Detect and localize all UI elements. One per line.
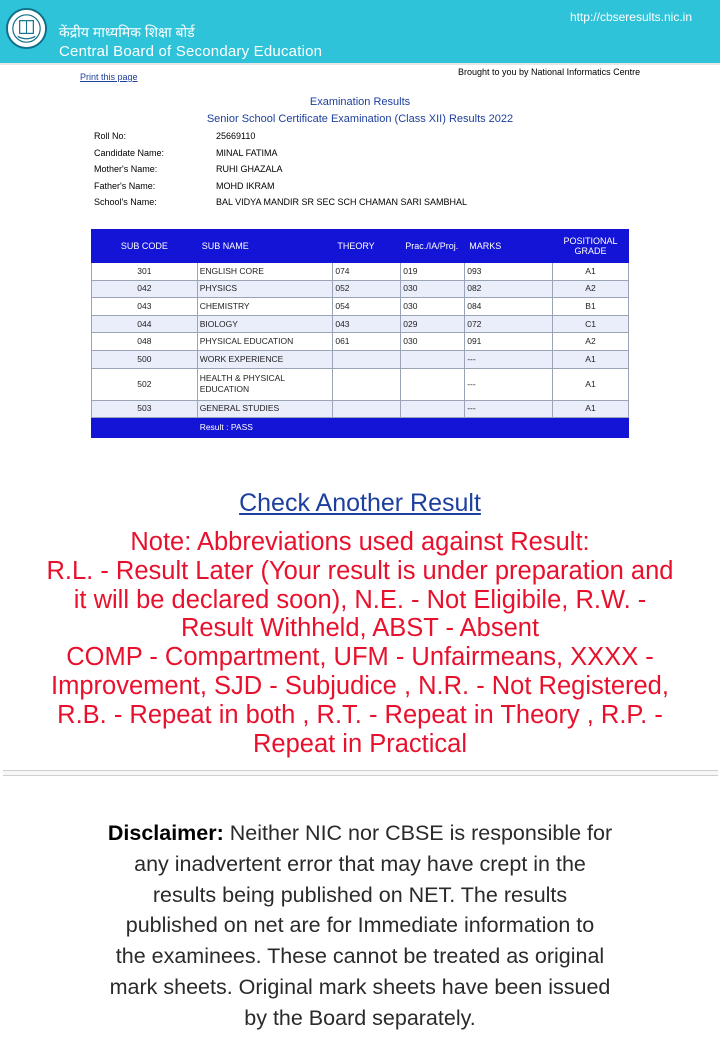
board-name-english: Central Board of Secondary Education xyxy=(59,43,323,60)
grade: A2 xyxy=(553,333,629,351)
disclaimer-text: Neither NIC nor CBSE is responsible for xyxy=(223,821,613,845)
grade: A1 xyxy=(553,263,629,281)
info-value: BAL VIDYA MANDIR SR SEC SCH CHAMAN SARI SAMBHAL xyxy=(216,197,468,208)
sub-code: 042 xyxy=(92,280,198,298)
col-practical: Prac./IA/Proj. xyxy=(401,230,465,263)
table-row xyxy=(92,280,629,298)
col-marks: MARKS xyxy=(465,230,553,263)
disclaimer-line xyxy=(86,818,634,849)
table-row xyxy=(92,400,629,418)
grade: A1 xyxy=(553,350,629,368)
practical-marks: 019 xyxy=(401,263,465,281)
check-another-result-link[interactable]: Check Another Result xyxy=(239,489,481,517)
col-grade-line1: POSITIONAL xyxy=(563,236,618,246)
site-header xyxy=(0,0,720,63)
theory-marks xyxy=(333,350,401,368)
sub-code: 500 xyxy=(92,350,198,368)
total-marks: 093 xyxy=(465,263,553,281)
practical-marks xyxy=(401,350,465,368)
grade: A2 xyxy=(553,280,629,298)
disclaimer-lead: Disclaimer: xyxy=(107,821,224,845)
disclaimer-line: the examinees. These cannot be treated as original xyxy=(115,944,605,969)
disclaimer-line: any inadvertent error that may have crept in the xyxy=(134,851,586,876)
brought-by-text: Brought to you by National Informatics Centre xyxy=(458,67,641,77)
note-line: R.L. - Result Later (Your result is under preparation and xyxy=(46,556,674,585)
col-theory: THEORY xyxy=(333,230,401,263)
results-table xyxy=(91,229,629,438)
table-row xyxy=(92,368,629,400)
print-page-link[interactable]: Print this page xyxy=(80,72,138,82)
header-divider xyxy=(0,63,720,65)
exam-subtitle: Senior School Certificate Examination (Class XII) Results 2022 xyxy=(206,113,514,125)
info-value: 25669110 xyxy=(216,131,256,141)
info-label: Mother's Name: xyxy=(94,164,158,175)
grade: C1 xyxy=(553,315,629,333)
practical-marks: 030 xyxy=(401,298,465,316)
sub-name: PHYSICS xyxy=(197,280,333,298)
board-name-hindi: केंद्रीय माध्यमिक शिक्षा बोर्ड xyxy=(59,24,195,40)
table-row xyxy=(92,350,629,368)
disclaimer-line: results being published on NET. The results xyxy=(152,882,568,907)
col-sub-code: SUB CODE xyxy=(92,230,198,263)
abbreviation-note xyxy=(4,528,716,758)
disclaimer-line: mark sheets. Original mark sheets have been issued xyxy=(109,974,611,999)
table-header-row xyxy=(92,230,629,263)
result-row xyxy=(92,418,629,438)
info-label: School's Name: xyxy=(94,197,157,208)
sub-name-line2: EDUCATION xyxy=(199,384,250,395)
table-row xyxy=(92,298,629,316)
sub-code: 503 xyxy=(92,400,198,418)
section-divider xyxy=(3,770,718,776)
sub-name: ENGLISH CORE xyxy=(197,263,333,281)
sub-name: CHEMISTRY xyxy=(197,298,333,316)
note-line: R.B. - Repeat in both , R.T. - Repeat in Theory , R.P. - xyxy=(57,700,663,729)
note-line: Note: Abbreviations used against Result: xyxy=(130,528,590,556)
info-value: RUHI GHAZALA xyxy=(216,164,283,175)
cbse-emblem-icon xyxy=(5,7,48,50)
theory-marks xyxy=(333,400,401,418)
site-url[interactable]: http://cbseresults.nic.in xyxy=(569,10,692,24)
theory-marks: 061 xyxy=(333,333,401,351)
practical-marks xyxy=(401,400,465,418)
sub-code: 044 xyxy=(92,315,198,333)
info-value: MOHD IKRAM xyxy=(216,180,275,191)
grade: A1 xyxy=(553,368,629,400)
disclaimer-line: published on net are for Immediate information to xyxy=(125,913,595,938)
total-marks: 084 xyxy=(465,298,553,316)
sub-name: PHYSICAL EDUCATION xyxy=(197,333,333,351)
disclaimer-line: by the Board separately. xyxy=(244,1005,476,1030)
sub-code: 502 xyxy=(92,368,198,400)
total-marks: --- xyxy=(465,400,553,418)
sub-name: GENERAL STUDIES xyxy=(197,400,333,418)
note-line: Improvement, SJD - Subjudice , N.R. - Not Registered, xyxy=(51,671,669,700)
total-marks: --- xyxy=(465,350,553,368)
note-line: Repeat in Practical xyxy=(252,729,468,758)
sub-code: 043 xyxy=(92,298,198,316)
note-line: COMP - Compartment, UFM - Unfairmeans, XXXX - xyxy=(66,643,654,672)
total-marks: --- xyxy=(465,368,553,400)
info-label: Candidate Name: xyxy=(94,147,165,158)
total-marks: 082 xyxy=(465,280,553,298)
theory-marks: 043 xyxy=(333,315,401,333)
sub-name: BIOLOGY xyxy=(197,315,333,333)
practical-marks: 030 xyxy=(401,333,465,351)
result-status: Result : PASS xyxy=(197,418,628,438)
sub-name xyxy=(197,368,333,400)
practical-marks: 029 xyxy=(401,315,465,333)
table-row xyxy=(92,263,629,281)
info-value: MINAL FATIMA xyxy=(216,147,278,158)
result-spacer xyxy=(92,418,198,438)
theory-marks: 074 xyxy=(333,263,401,281)
disclaimer xyxy=(86,818,634,1034)
note-line: it will be declared soon), N.E. - Not Eligibile, R.W. - xyxy=(73,585,647,614)
info-label: Roll No: xyxy=(94,131,127,141)
exam-title: Examination Results xyxy=(309,96,411,108)
theory-marks: 052 xyxy=(333,280,401,298)
sub-code: 301 xyxy=(92,263,198,281)
sub-code: 048 xyxy=(92,333,198,351)
practical-marks: 030 xyxy=(401,280,465,298)
col-grade xyxy=(553,230,629,263)
grade: A1 xyxy=(553,400,629,418)
info-label: Father's Name: xyxy=(94,180,156,191)
theory-marks xyxy=(333,368,401,400)
sub-name: WORK EXPERIENCE xyxy=(197,350,333,368)
total-marks: 091 xyxy=(465,333,553,351)
table-row xyxy=(92,333,629,351)
total-marks: 072 xyxy=(465,315,553,333)
theory-marks: 054 xyxy=(333,298,401,316)
col-grade-line2: GRADE xyxy=(574,246,607,256)
table-row xyxy=(92,315,629,333)
practical-marks xyxy=(401,368,465,400)
col-sub-name: SUB NAME xyxy=(197,230,333,263)
grade: B1 xyxy=(553,298,629,316)
sub-name-line1: HEALTH & PHYSICAL xyxy=(199,373,286,384)
note-line: Result Withheld, ABST - Absent xyxy=(180,614,540,643)
